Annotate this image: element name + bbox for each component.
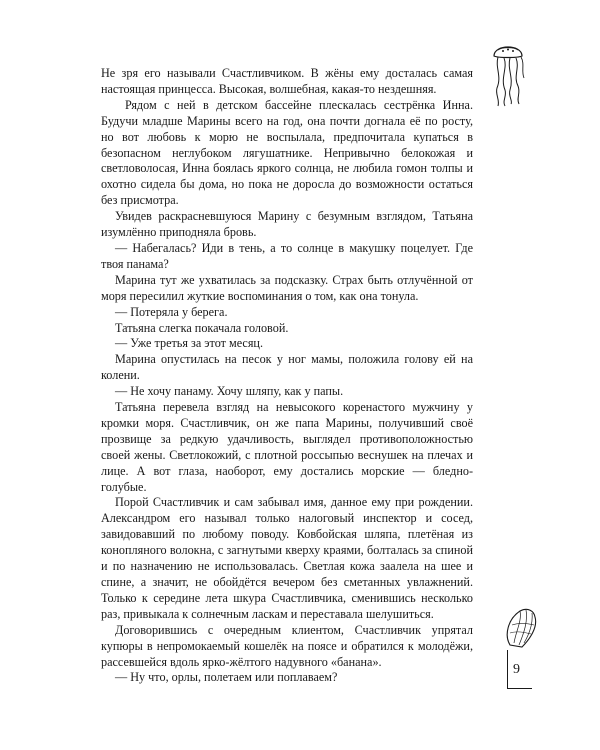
paragraph: — Уже третья за этот месяц. [115, 336, 264, 351]
seashell-icon [502, 605, 542, 650]
page-body-text [101, 66, 473, 686]
paragraph: — Потеряла у берега. [115, 304, 228, 319]
paragraph: Рядом с ней в детском бассейне плескалась сестрёнка Инна. Будучи младше Марины всего на год, она почти догнала её по росту, но вот любовь к морю не воспылала, предпочитала купаться в безопасном неглубоком лягушатнике. Непривычно белокожая и светловолосая, Инна боялась яркого солнца, не любила гомон толпы и охотно сидела бы дома, но пока не доросла до возможности остаться без присмотра. [101, 97, 473, 208]
paragraph: Татьяна перевела взгляд на невысокого коренастого мужчину у кромки моря. Счастливчик, он же папа Марины, получивший своё прозвище за редкую удачливость, выглядел противоположностью своей жены. Светлокожий, с плотной россыпью веснушек на плечах и лице. А вот глаза, наоборот, ему достались морские — бледно-голубые. [101, 400, 473, 494]
paragraph: Увидев раскрасневшуюся Марину с безумным взглядом, Татьяна изумлённо приподняла бровь. [101, 209, 473, 240]
paragraph: — Ну что, орлы, полетаем или поплаваем? [115, 670, 338, 685]
paragraph: Не зря его называли Счастливчиком. В жёны ему досталась самая настоящая принцесса. Высокая, волшебная, какая-то нездешняя. [101, 66, 473, 96]
paragraph: Татьяна слегка покачала головой. [115, 320, 289, 335]
paragraph: Марина опустилась на песок у ног мамы, положила голову ей на колени. [101, 352, 473, 383]
paragraph: — Набегалась? Иди в тень, а то солнце в макушку поцелует. Где твоя панама? [101, 240, 473, 271]
paragraph: Договорившись с очередным клиентом, Счастливчик упрятал купюры в непромокаемый кошелёк на поясе и обратился к молодёжи, рассевшейся вдоль ярко-жёлтого надувного «банана». [101, 622, 473, 669]
page-number: 9 [513, 662, 520, 677]
jellyfish-icon [488, 38, 528, 108]
paragraph: Марина тут же ухватилась за подсказку. Страх быть отлучённой от моря пересилил жуткие воспоминания о том, как она тонула. [101, 272, 473, 303]
paragraph: — Не хочу панаму. Хочу шляпу, как у папы. [115, 384, 344, 399]
paragraph: Порой Счастливчик и сам забывал имя, данное ему при рождении. Александром его называл только налоговый инспектор и сосед, завидовавший по любому поводу. Ковбойская шляпа, плетёная из конопляного волокна, с загнутыми кверху краями, болталась за спиной и по назначению не использовалась. Светлая кожа заалела на шее и спине, а значит, не обойдётся вечером без сметанных увлажнений. Только к середине лета шкура Счастливчика, сменившись несколько раз, привыкала к солнечным ласкам и переставала шелушиться. [101, 495, 473, 621]
